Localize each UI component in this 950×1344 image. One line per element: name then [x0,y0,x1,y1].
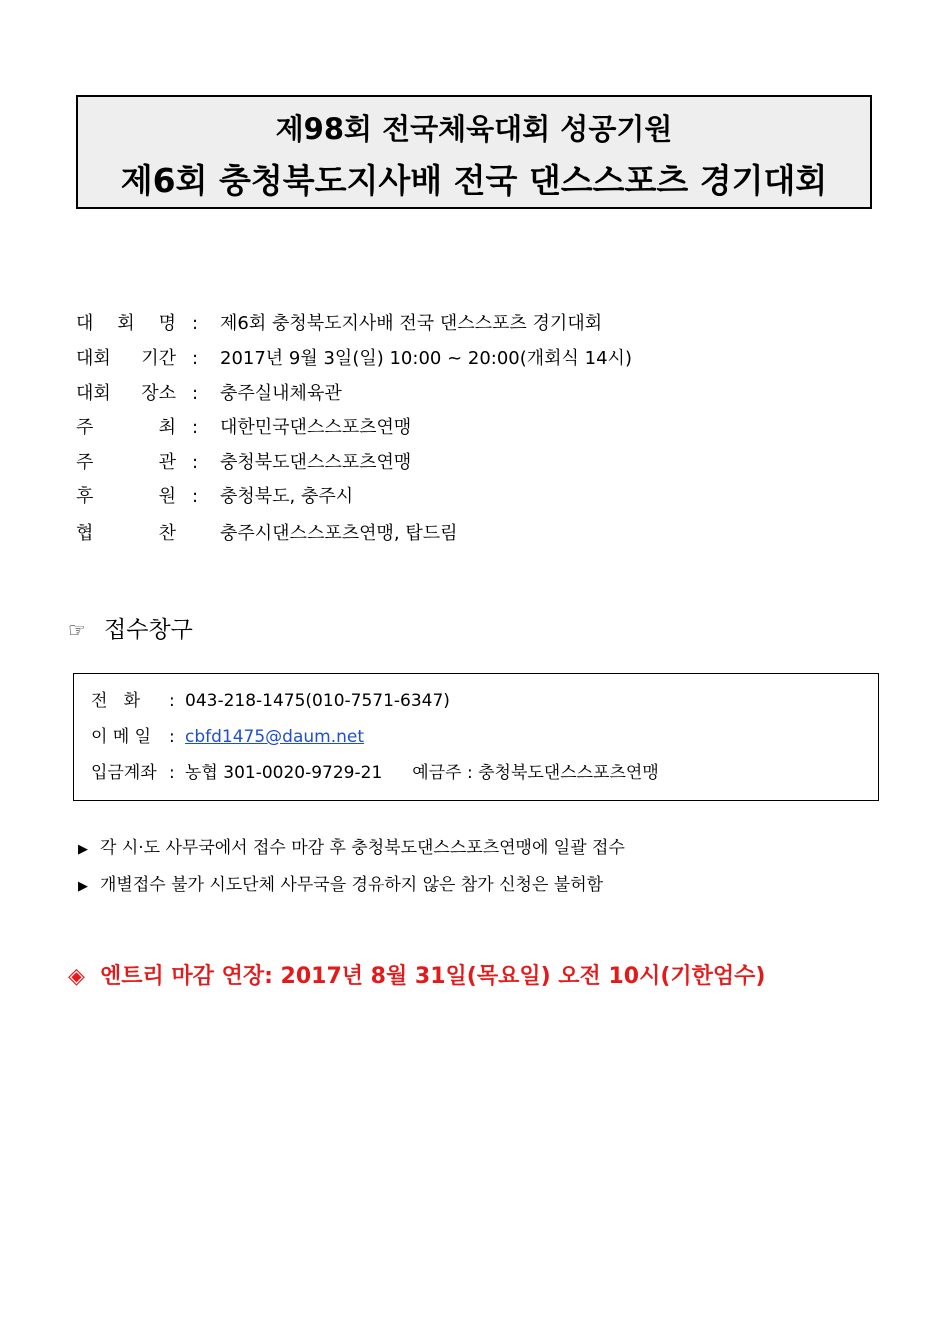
account-value: 농협 301-0020-9729-21 [185,763,383,783]
info-row-sponsor [76,483,876,511]
email-link[interactable]: cbfd1475@daum.net [185,727,365,747]
info-colon: : [192,417,199,438]
info-label: 후 원 [76,486,176,507]
note-text: 개별접수 불가 시도단체 사무국을 경유하지 않은 참가 신청은 불허함 [100,875,604,895]
info-value: 대한민국댄스스포츠연맹 [220,417,412,438]
registration-heading [68,614,193,646]
diamond-icon: ◈ [68,964,85,989]
contact-colon: : [169,727,175,747]
contact-row-account [91,760,659,786]
holder-value: 충청북도댄스스포츠연맹 [478,763,659,783]
email-label: 이 메 일 [91,727,152,747]
account-label: 입금계좌 [91,763,157,783]
info-row-organizer [76,449,876,477]
triangle-bullet-icon: ▶ [78,879,88,894]
info-colon: : [192,452,199,473]
info-label: 협 찬 [76,523,176,544]
contact-row-phone [91,688,450,714]
info-value: 2017년 9월 3일(일) 10:00 ~ 20:00(개회식 14시) [220,348,632,369]
info-row-host [76,414,876,442]
info-row-venue [76,380,876,408]
info-label: 대 회 명 [76,313,176,334]
phone-label: 전 화 [91,691,141,711]
info-label: 대회 장소 [76,383,176,404]
phone-value: 043-218-1475(010-7571-6347) [185,691,450,711]
entry-deadline-text: 엔트리 마감 연장: 2017년 8월 31일(목요일) 오전 10시(기한엄수) [100,964,766,989]
note-item [78,834,625,864]
info-row-cosponsor [76,520,876,548]
info-colon: : [192,313,199,334]
title-line-2: 제6회 충청북도지사배 전국 댄스스포츠 경기대회 [120,161,828,200]
info-label: 대회 기간 [76,348,176,369]
contact-colon: : [169,763,175,783]
note-item [78,871,603,901]
contact-colon: : [169,691,175,711]
info-label: 주 최 [76,417,176,438]
holder-label: 예금주 [412,763,462,783]
entry-deadline [68,960,765,994]
info-label: 주 관 [76,452,176,473]
info-colon: : [192,348,199,369]
info-row-period [76,345,876,373]
triangle-bullet-icon: ▶ [78,842,88,857]
info-value: 충청북도, 충주시 [220,486,354,507]
contact-row-email [91,724,364,750]
contact-box [73,673,879,801]
title-line-1: 제98회 전국체육대회 성공기원 [275,112,673,146]
note-text: 각 시·도 사무국에서 접수 마감 후 충청북도댄스스포츠연맹에 일괄 접수 [100,838,625,858]
registration-heading-text: 접수창구 [104,617,193,643]
pointing-hand-icon: ☞ [68,618,86,642]
contact-colon: : [466,763,473,783]
info-value: 충청북도댄스스포츠연맹 [220,452,412,473]
info-value: 충주실내체육관 [220,383,342,404]
info-value: 충주시댄스스포츠연맹, 탑드림 [220,523,458,544]
info-colon: : [192,383,199,404]
info-value: 제6회 충청북도지사배 전국 댄스스포츠 경기대회 [220,313,603,334]
info-colon: : [192,486,199,507]
title-box [76,95,872,209]
info-row-event-name [76,310,876,338]
